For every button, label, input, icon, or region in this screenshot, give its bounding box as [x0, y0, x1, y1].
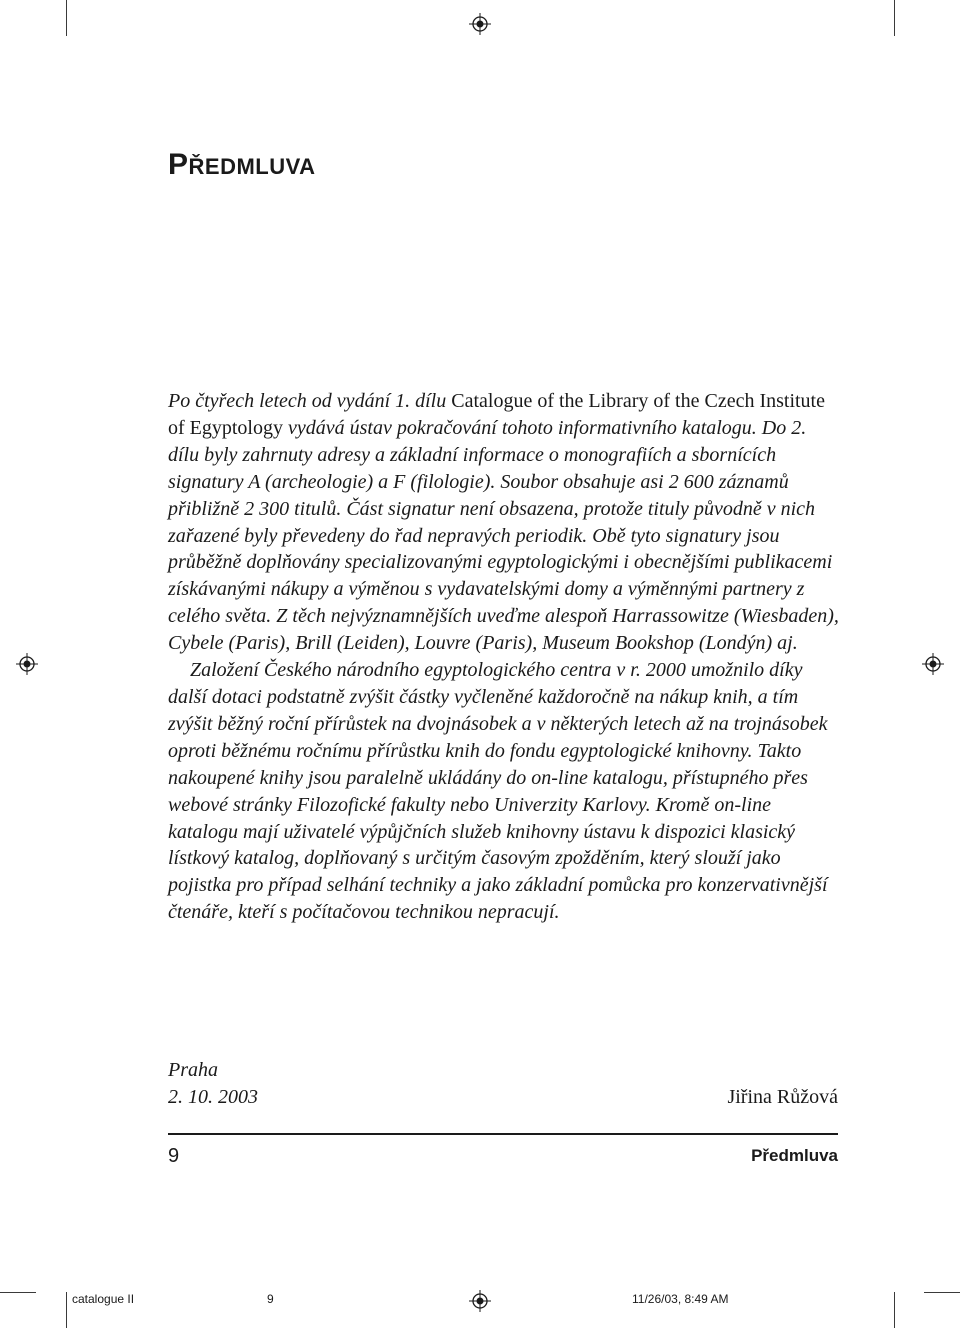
- crop-mark-bottom-left-horizontal: [0, 1292, 36, 1293]
- paragraph: [168, 388, 840, 657]
- crop-mark-top-left: [66, 0, 67, 36]
- slug-file-name: catalogue II: [72, 1292, 135, 1306]
- signature-date: 2. 10. 2003: [168, 1086, 258, 1108]
- registration-mark-left-icon: [16, 653, 38, 675]
- paragraph: [168, 657, 840, 926]
- signature-place: Praha: [168, 1059, 218, 1081]
- paragraph-1-run-1: Po čtyřech letech od vydání 1. dílu: [168, 390, 452, 412]
- registration-mark-bottom-icon: [469, 1290, 491, 1312]
- page-title-initial: P: [168, 148, 189, 181]
- page-title-rest: ŘEDMLUVA: [188, 154, 316, 179]
- crop-mark-bottom-left: [66, 1292, 67, 1328]
- book-title: Catalogue of the Library of the Czech Institute of Egyptology: [168, 390, 825, 439]
- registration-mark-top-icon: [469, 13, 491, 35]
- slug-timestamp: 11/26/03, 8:49 AM: [632, 1292, 729, 1306]
- crop-mark-bottom-right: [894, 1292, 895, 1328]
- paragraph-1-run-3: vydává ústav pokračování tohoto informativního katalogu. Do 2. dílu byly zahrnuty adresy a základní informace o monografiích a sbornících signatury A (archeologie) a F (filologie). Soubor obsahuje asi 2 600 záznamů přibližně 2 300 titulů. Část signatur není obsazena, protože tituly původně v nich zařazené byly převedeny do řad nepravých periodik. Obě tyto signatury jsou průběžně doplňovány specializovanými egyptologickými i obecnějšími publikacemi získávanými nákupy a výměnou s vydavatelskými domy a výměnnými partnery z celého světa. Z těch nejvýznamnějších uveďme alespoň Harrassowitze (Wiesbaden), Cybele (Paris), Brill (Leiden), Louvre (Paris), Museum Bookshop (Londýn) aj.: [168, 416, 839, 655]
- slug-page-number: 9: [267, 1292, 274, 1306]
- signature-author: Jiřina Růžová: [727, 1086, 838, 1108]
- page-number: 9: [168, 1145, 180, 1167]
- page-title: [168, 148, 316, 182]
- crop-mark-top-right: [894, 0, 895, 36]
- crop-mark-bottom-right-horizontal: [924, 1292, 960, 1293]
- footer-divider: [168, 1133, 838, 1135]
- preface-body: [168, 388, 840, 926]
- registration-mark-right-icon: [922, 653, 944, 675]
- running-head: Předmluva: [751, 1146, 838, 1165]
- paragraph-2-run-1: Založení Českého národního egyptologického centra v r. 2000 umožnilo díky další dotaci podstatně zvýšit částky vyčleněné každoročně na nákup knih, a tím zvýšit běžný roční přírůstek na dvojnásobek a v některých letech až na trojnásobek oproti běžnému ročnímu přírůstku knih do fondu egyptologické knihovny. Takto nakoupené knihy jsou paralelně ukládány do on-line katalogu, přístupného přes webové stránky Filozofické fakulty nebo Univerzity Karlovy. Kromě on-line katalogu mají uživatelé výpůjčních služeb knihovny ústavu k dispozici klasický lístkový katalog, doplňovaný s určitým časovým zpožděním, který slouží jako pojistka pro případ selhání techniky a jako základní pomůcka pro konzervativnější čtenáře, kteří s počítačovou technikou nepracují.: [168, 659, 828, 924]
